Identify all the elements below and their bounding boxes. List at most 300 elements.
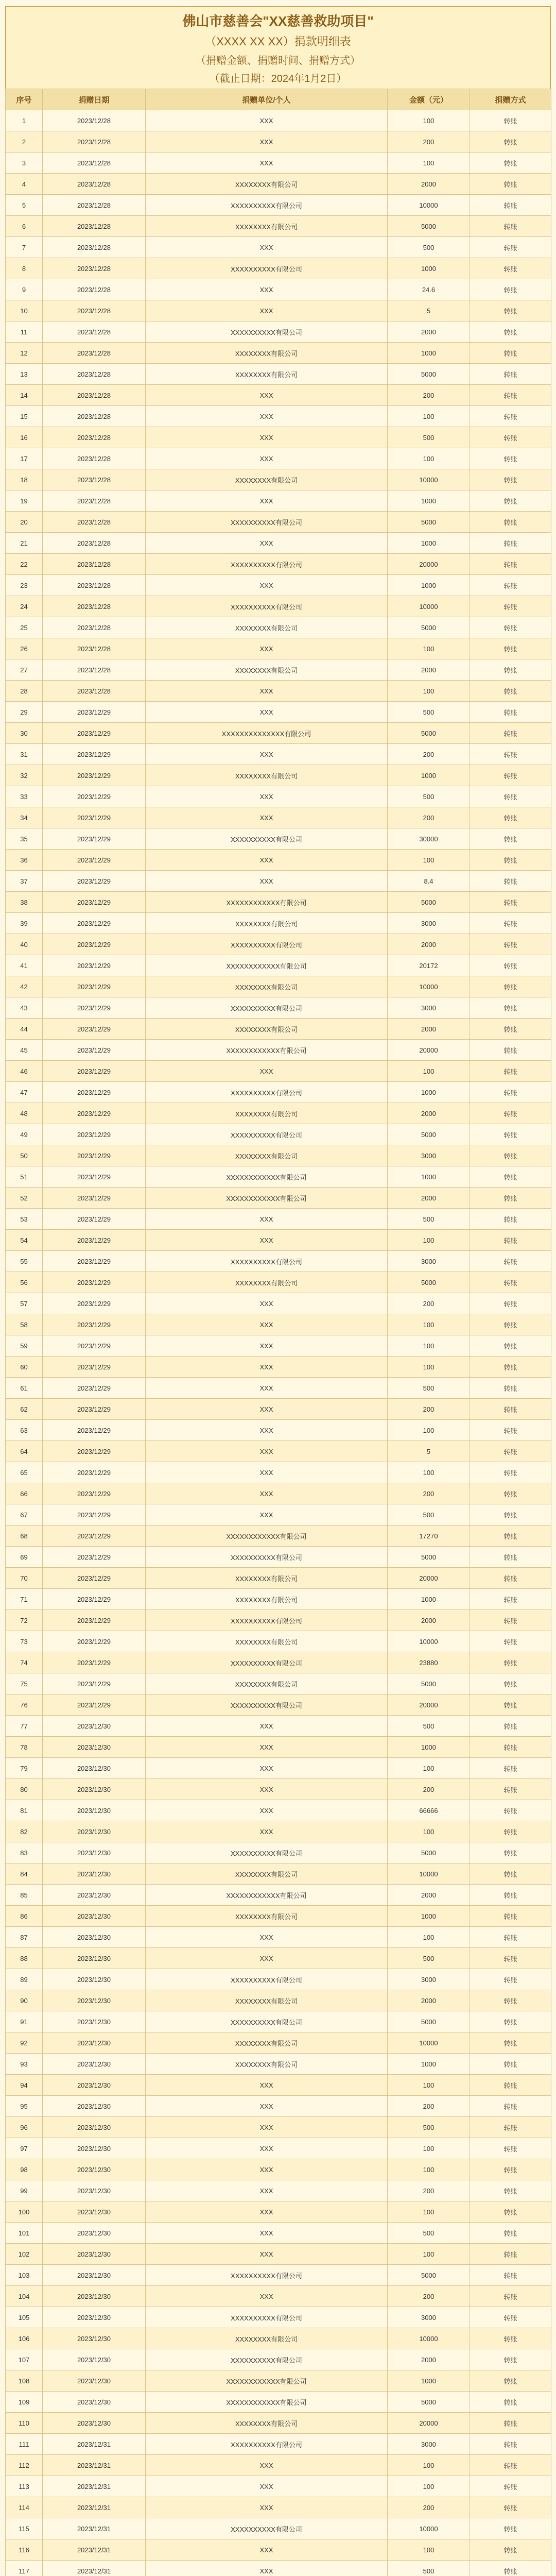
cell-index: 38	[6, 892, 43, 913]
cell-date: 2023/12/28	[43, 300, 146, 321]
table-row	[6, 1230, 551, 1251]
column-header-method: 捐赠方式	[470, 89, 551, 110]
cell-amount: 500	[388, 237, 470, 258]
cell-date: 2023/12/28	[43, 110, 146, 131]
cell-donor: XXX	[146, 279, 388, 300]
cell-date: 2023/12/29	[43, 1378, 146, 1399]
table-row	[6, 765, 551, 786]
cell-donor: XXXXXXXX有限公司	[146, 765, 388, 786]
cell-date: 2023/12/28	[43, 258, 146, 279]
cell-donor: XXX	[146, 152, 388, 174]
cell-amount: 5000	[388, 216, 470, 237]
column-header-amount: 金额（元）	[388, 89, 470, 110]
cell-amount: 3000	[388, 2434, 470, 2455]
cell-method: 转账	[470, 1885, 551, 1906]
table-row	[6, 1483, 551, 1504]
cell-method: 转账	[470, 2286, 551, 2307]
cell-method: 转账	[470, 1061, 551, 1082]
cell-method: 转账	[470, 871, 551, 892]
cell-date: 2023/12/28	[43, 490, 146, 512]
cell-index: 22	[6, 554, 43, 575]
cell-date: 2023/12/30	[43, 2265, 146, 2286]
cell-donor: XXX	[146, 2075, 388, 2096]
cell-donor: XXX	[146, 2180, 388, 2201]
table-row	[6, 1800, 551, 1821]
cell-donor: XXX	[146, 1483, 388, 1504]
cell-donor: XXXXXXXX有限公司	[146, 1863, 388, 1885]
table-row	[6, 659, 551, 681]
cell-amount: 20000	[388, 1694, 470, 1716]
cell-method: 转账	[470, 1568, 551, 1589]
cell-method: 转账	[470, 1293, 551, 1314]
cell-donor: XXXXXXXXXXXX有限公司	[146, 892, 388, 913]
cell-index: 58	[6, 1314, 43, 1335]
cell-index: 89	[6, 1969, 43, 1990]
cell-index: 33	[6, 786, 43, 807]
cell-index: 107	[6, 2349, 43, 2370]
cell-amount: 10000	[388, 976, 470, 997]
cell-method: 转账	[470, 1272, 551, 1293]
table-row	[6, 216, 551, 237]
cell-donor: XXXXXXXXXX有限公司	[146, 1124, 388, 1145]
cell-donor: XXXXXXXXXX有限公司	[146, 2265, 388, 2286]
table-row	[6, 2370, 551, 2392]
cell-method: 转账	[470, 638, 551, 659]
table-row	[6, 1885, 551, 1906]
cell-donor: XXX	[146, 1779, 388, 1800]
cell-method: 转账	[470, 1990, 551, 2011]
cell-amount: 3000	[388, 2307, 470, 2328]
cell-index: 95	[6, 2096, 43, 2117]
cell-date: 2023/12/29	[43, 1166, 146, 1188]
cell-method: 转账	[470, 2054, 551, 2075]
table-row	[6, 850, 551, 871]
cell-date: 2023/12/28	[43, 343, 146, 364]
table-row	[6, 702, 551, 723]
table-row	[6, 1969, 551, 1990]
cell-amount: 2000	[388, 1188, 470, 1209]
cell-donor: XXX	[146, 2138, 388, 2159]
cell-amount: 66666	[388, 1800, 470, 1821]
cell-method: 转账	[470, 723, 551, 744]
cell-date: 2023/12/28	[43, 321, 146, 343]
cell-amount: 100	[388, 850, 470, 871]
page-title: 佛山市慈善会"XX慈善救助项目"	[182, 13, 374, 29]
table-row	[6, 2434, 551, 2455]
cell-donor: XXX	[146, 1399, 388, 1420]
cell-method: 转账	[470, 2244, 551, 2265]
cell-amount: 100	[388, 681, 470, 702]
cell-index: 62	[6, 1399, 43, 1420]
cell-date: 2023/12/30	[43, 1842, 146, 1863]
cell-amount: 100	[388, 1927, 470, 1948]
cell-donor: XXX	[146, 871, 388, 892]
cell-index: 88	[6, 1948, 43, 1969]
cell-index: 31	[6, 744, 43, 765]
table-row	[6, 427, 551, 448]
cell-date: 2023/12/30	[43, 2117, 146, 2138]
cell-date: 2023/12/30	[43, 2180, 146, 2201]
table-row	[6, 1716, 551, 1737]
table-row	[6, 575, 551, 596]
cell-amount: 100	[388, 2455, 470, 2476]
cell-amount: 5000	[388, 1124, 470, 1145]
cell-index: 41	[6, 955, 43, 976]
table-row	[6, 681, 551, 702]
cell-donor: XXXXXXXXXX有限公司	[146, 1969, 388, 1990]
cell-index: 113	[6, 2476, 43, 2497]
cell-donor: XXXXXXXXXX有限公司	[146, 512, 388, 533]
cell-donor: XXXXXXXXXX有限公司	[146, 1547, 388, 1568]
cell-donor: XXX	[146, 2497, 388, 2518]
cell-amount: 200	[388, 385, 470, 406]
table-row	[6, 343, 551, 364]
cell-amount: 500	[388, 1716, 470, 1737]
table-row	[6, 1272, 551, 1293]
cell-donor: XXXXXXXX有限公司	[146, 1906, 388, 1927]
cell-index: 74	[6, 1652, 43, 1673]
cell-amount: 100	[388, 1821, 470, 1842]
cell-method: 转账	[470, 913, 551, 934]
table-row	[6, 892, 551, 913]
cell-date: 2023/12/30	[43, 2307, 146, 2328]
cell-date: 2023/12/30	[43, 2201, 146, 2223]
cell-amount: 1000	[388, 765, 470, 786]
cell-donor: XXXXXXXXXXXX有限公司	[146, 1188, 388, 1209]
cell-donor: XXXXXXXXXX有限公司	[146, 2518, 388, 2539]
table-row	[6, 1694, 551, 1716]
cell-index: 37	[6, 871, 43, 892]
cell-amount: 1000	[388, 1589, 470, 1610]
cell-donor: XXX	[146, 1504, 388, 1526]
cell-method: 转账	[470, 1483, 551, 1504]
cell-donor: XXXXXXXX有限公司	[146, 216, 388, 237]
cell-amount: 100	[388, 1420, 470, 1441]
table-row	[6, 533, 551, 554]
cell-amount: 5000	[388, 1842, 470, 1863]
cell-method: 转账	[470, 1209, 551, 1230]
cell-donor: XXX	[146, 2096, 388, 2117]
cell-date: 2023/12/29	[43, 1251, 146, 1272]
cell-method: 转账	[470, 1758, 551, 1779]
cell-method: 转账	[470, 2201, 551, 2223]
cell-index: 28	[6, 681, 43, 702]
cell-method: 转账	[470, 2223, 551, 2244]
cell-donor: XXXXXXXX有限公司	[146, 976, 388, 997]
cell-date: 2023/12/30	[43, 2223, 146, 2244]
cell-date: 2023/12/30	[43, 1990, 146, 2011]
table-row	[6, 131, 551, 152]
cell-donor: XXX	[146, 1441, 388, 1462]
cell-amount: 500	[388, 2223, 470, 2244]
cell-amount: 100	[388, 2138, 470, 2159]
cell-index: 111	[6, 2434, 43, 2455]
cell-method: 转账	[470, 2011, 551, 2032]
table-row	[6, 617, 551, 638]
cell-date: 2023/12/30	[43, 2413, 146, 2434]
cell-date: 2023/12/28	[43, 512, 146, 533]
cell-method: 转账	[470, 110, 551, 131]
cell-date: 2023/12/30	[43, 1969, 146, 1990]
cell-index: 82	[6, 1821, 43, 1842]
cell-date: 2023/12/30	[43, 2075, 146, 2096]
cell-date: 2023/12/30	[43, 1821, 146, 1842]
cell-method: 转账	[470, 343, 551, 364]
cell-amount: 5	[388, 300, 470, 321]
cell-donor: XXX	[146, 1758, 388, 1779]
cell-index: 66	[6, 1483, 43, 1504]
cell-index: 59	[6, 1335, 43, 1357]
cell-donor: XXX	[146, 2539, 388, 2561]
cell-date: 2023/12/30	[43, 2370, 146, 2392]
table-row	[6, 828, 551, 850]
cell-amount: 5000	[388, 2011, 470, 2032]
cell-date: 2023/12/30	[43, 2096, 146, 2117]
cell-donor: XXXXXXXX有限公司	[146, 469, 388, 490]
cell-donor: XXX	[146, 490, 388, 512]
cell-method: 转账	[470, 1378, 551, 1399]
cell-date: 2023/12/30	[43, 2244, 146, 2265]
cell-method: 转账	[470, 1441, 551, 1462]
cell-index: 8	[6, 258, 43, 279]
cell-date: 2023/12/29	[43, 913, 146, 934]
cell-amount: 3000	[388, 1969, 470, 1990]
cell-amount: 100	[388, 406, 470, 427]
cell-amount: 100	[388, 1462, 470, 1483]
cell-index: 9	[6, 279, 43, 300]
cell-method: 转账	[470, 385, 551, 406]
cell-amount: 2000	[388, 1019, 470, 1040]
cell-amount: 200	[388, 1483, 470, 1504]
cell-date: 2023/12/29	[43, 1145, 146, 1166]
cell-amount: 17270	[388, 1526, 470, 1547]
cell-index: 4	[6, 174, 43, 195]
cell-date: 2023/12/28	[43, 152, 146, 174]
cell-method: 转账	[470, 892, 551, 913]
table-row	[6, 1019, 551, 1040]
cell-amount: 1000	[388, 2054, 470, 2075]
cell-method: 转账	[470, 1716, 551, 1737]
cell-method: 转账	[470, 1927, 551, 1948]
cell-donor: XXX	[146, 2561, 388, 2576]
page-subtitle: （XXXX XX XX）捐款明细表	[205, 35, 351, 48]
table-row	[6, 152, 551, 174]
cell-amount: 30000	[388, 828, 470, 850]
table-row	[6, 2201, 551, 2223]
cell-amount: 2000	[388, 174, 470, 195]
cell-date: 2023/12/28	[43, 681, 146, 702]
table-row	[6, 1357, 551, 1378]
cell-index: 115	[6, 2518, 43, 2539]
cell-date: 2023/12/29	[43, 1230, 146, 1251]
cell-method: 转账	[470, 2497, 551, 2518]
cell-donor: XXXXXXXX有限公司	[146, 617, 388, 638]
table-row	[6, 110, 551, 131]
cell-method: 转账	[470, 1251, 551, 1272]
cell-index: 90	[6, 1990, 43, 2011]
cell-date: 2023/12/31	[43, 2539, 146, 2561]
cell-index: 10	[6, 300, 43, 321]
table-header	[6, 89, 551, 110]
cell-donor: XXX	[146, 850, 388, 871]
cell-index: 2	[6, 131, 43, 152]
cell-method: 转账	[470, 2138, 551, 2159]
cell-method: 转账	[470, 2434, 551, 2455]
page-subtitle-2: （捐赠金额、捐赠时间、捐赠方式）	[196, 55, 360, 66]
cell-date: 2023/12/29	[43, 1314, 146, 1335]
cell-index: 35	[6, 828, 43, 850]
cell-date: 2023/12/30	[43, 2392, 146, 2413]
cell-date: 2023/12/29	[43, 976, 146, 997]
table-row	[6, 2518, 551, 2539]
cell-donor: XXX	[146, 1737, 388, 1758]
cell-donor: XXXXXXXXXX有限公司	[146, 2011, 388, 2032]
cell-amount: 500	[388, 702, 470, 723]
cell-donor: XXXXXXXXXX有限公司	[146, 321, 388, 343]
cell-amount: 2000	[388, 934, 470, 955]
cell-donor: XXXXXXXXXX有限公司	[146, 195, 388, 216]
cell-amount: 5000	[388, 2265, 470, 2286]
cell-amount: 500	[388, 1948, 470, 1969]
cell-date: 2023/12/28	[43, 533, 146, 554]
cell-date: 2023/12/30	[43, 2032, 146, 2054]
table-row	[6, 1145, 551, 1166]
cell-donor: XXX	[146, 2223, 388, 2244]
cell-method: 转账	[470, 2265, 551, 2286]
cell-method: 转账	[470, 2455, 551, 2476]
cell-index: 64	[6, 1441, 43, 1462]
cell-donor: XXXXXXXX有限公司	[146, 364, 388, 385]
cell-date: 2023/12/29	[43, 934, 146, 955]
cell-amount: 5000	[388, 364, 470, 385]
cell-amount: 500	[388, 2117, 470, 2138]
table-row	[6, 1103, 551, 1124]
title-block	[5, 6, 551, 89]
cell-donor: XXX	[146, 406, 388, 427]
cell-amount: 100	[388, 2159, 470, 2180]
cell-index: 26	[6, 638, 43, 659]
cell-donor: XXX	[146, 1293, 388, 1314]
table-row	[6, 1927, 551, 1948]
cell-index: 56	[6, 1272, 43, 1293]
cell-donor: XXX	[146, 2286, 388, 2307]
cell-index: 6	[6, 216, 43, 237]
cell-amount: 1000	[388, 533, 470, 554]
cell-index: 27	[6, 659, 43, 681]
cell-amount: 5	[388, 1441, 470, 1462]
cell-method: 转账	[470, 659, 551, 681]
cell-date: 2023/12/28	[43, 469, 146, 490]
cell-index: 32	[6, 765, 43, 786]
cell-amount: 2000	[388, 2349, 470, 2370]
cell-amount: 500	[388, 1209, 470, 1230]
cell-amount: 20000	[388, 1040, 470, 1061]
cell-donor: XXXXXXXXXX有限公司	[146, 1610, 388, 1631]
cell-method: 转账	[470, 1948, 551, 1969]
table-row	[6, 596, 551, 617]
cell-method: 转账	[470, 765, 551, 786]
table-row	[6, 955, 551, 976]
cell-index: 72	[6, 1610, 43, 1631]
cell-date: 2023/12/28	[43, 237, 146, 258]
table-row	[6, 2349, 551, 2370]
cell-index: 67	[6, 1504, 43, 1526]
table-row	[6, 1378, 551, 1399]
cell-amount: 500	[388, 1504, 470, 1526]
cell-method: 转账	[470, 786, 551, 807]
cell-index: 108	[6, 2370, 43, 2392]
cell-index: 53	[6, 1209, 43, 1230]
cell-donor: XXX	[146, 1927, 388, 1948]
cell-donor: XXX	[146, 385, 388, 406]
cell-method: 转账	[470, 1082, 551, 1103]
cell-index: 100	[6, 2201, 43, 2223]
cell-method: 转账	[470, 1800, 551, 1821]
cell-method: 转账	[470, 300, 551, 321]
cell-amount: 10000	[388, 596, 470, 617]
cell-index: 112	[6, 2455, 43, 2476]
table-row	[6, 554, 551, 575]
cell-donor: XXX	[146, 2476, 388, 2497]
cell-donor: XXX	[146, 638, 388, 659]
cell-index: 68	[6, 1526, 43, 1547]
cell-donor: XXX	[146, 1314, 388, 1335]
cell-method: 转账	[470, 2180, 551, 2201]
cell-amount: 20172	[388, 955, 470, 976]
cell-date: 2023/12/31	[43, 2561, 146, 2576]
cell-method: 转账	[470, 1694, 551, 1716]
table-row	[6, 1948, 551, 1969]
cell-index: 50	[6, 1145, 43, 1166]
cell-method: 转账	[470, 1652, 551, 1673]
cell-method: 转账	[470, 934, 551, 955]
cell-date: 2023/12/28	[43, 406, 146, 427]
cell-amount: 200	[388, 1293, 470, 1314]
cell-index: 70	[6, 1568, 43, 1589]
cell-method: 转账	[470, 2349, 551, 2370]
table-row	[6, 2328, 551, 2349]
cell-date: 2023/12/29	[43, 871, 146, 892]
cell-date: 2023/12/28	[43, 596, 146, 617]
cell-donor: XXXXXXXXXX有限公司	[146, 596, 388, 617]
cell-index: 93	[6, 2054, 43, 2075]
cell-amount: 23880	[388, 1652, 470, 1673]
cell-method: 转账	[470, 850, 551, 871]
cell-amount: 100	[388, 1061, 470, 1082]
cell-index: 16	[6, 427, 43, 448]
cell-method: 转账	[470, 1821, 551, 1842]
cell-donor: XXXXXXXX有限公司	[146, 1589, 388, 1610]
cell-index: 15	[6, 406, 43, 427]
cell-donor: XXXXXXXX有限公司	[146, 2413, 388, 2434]
table-row	[6, 1441, 551, 1462]
cell-method: 转账	[470, 596, 551, 617]
cell-donor: XXXXXXXX有限公司	[146, 1272, 388, 1293]
page-subtitle-3: （截止日期：2024年1月2日）	[209, 73, 347, 84]
cell-amount: 500	[388, 427, 470, 448]
table-row	[6, 1652, 551, 1673]
table-row	[6, 1420, 551, 1441]
cell-date: 2023/12/28	[43, 216, 146, 237]
cell-method: 转账	[470, 406, 551, 427]
cell-index: 84	[6, 1863, 43, 1885]
cell-donor: XXXXXXXXXXXX有限公司	[146, 2370, 388, 2392]
cell-date: 2023/12/29	[43, 1040, 146, 1061]
table-row	[6, 1061, 551, 1082]
cell-amount: 100	[388, 2244, 470, 2265]
table-row	[6, 195, 551, 216]
table-row	[6, 512, 551, 533]
